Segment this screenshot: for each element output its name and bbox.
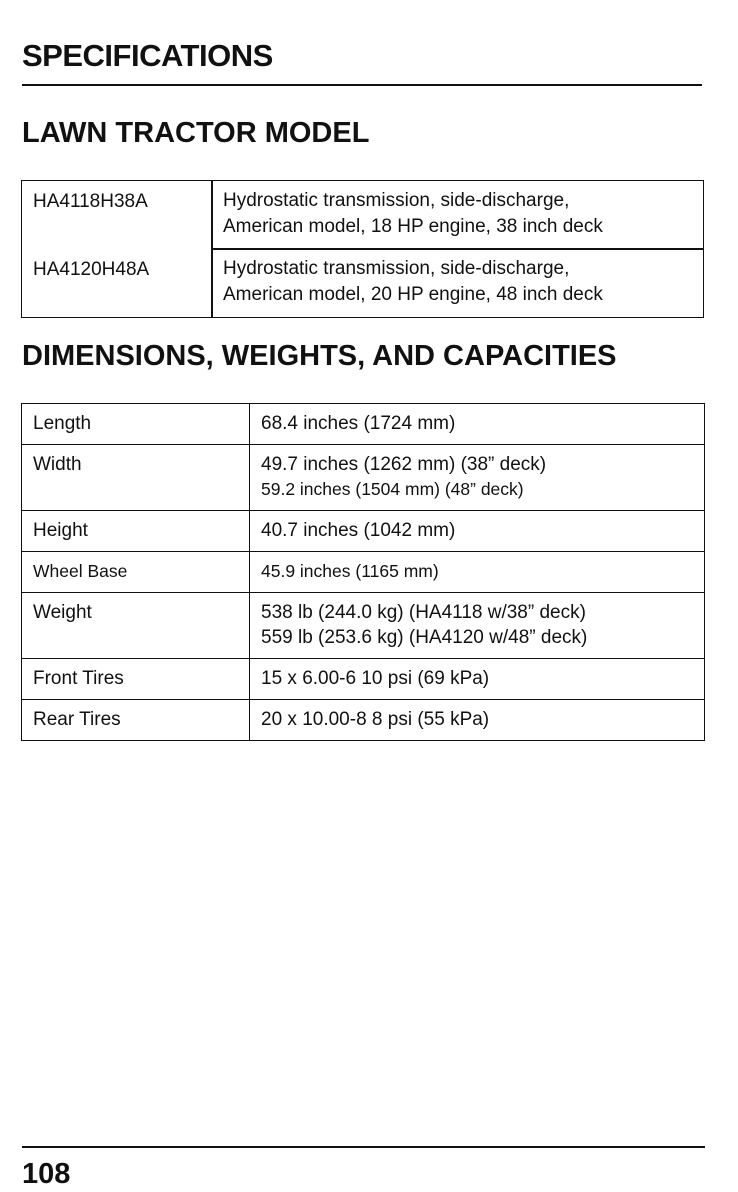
row-label: Wheel Base — [22, 552, 250, 593]
footer-rule — [22, 1146, 705, 1148]
row-label: Length — [22, 404, 250, 445]
row-value — [250, 659, 705, 700]
row-value — [250, 593, 705, 659]
row-label: Width — [22, 445, 250, 511]
value-line: 559 lb (253.6 kg) (HA4120 w/48” deck) — [261, 627, 588, 648]
section-heading-models: LAWN TRACTOR MODEL — [22, 117, 370, 149]
row-value — [250, 445, 705, 511]
model-description-line: American model, 20 HP engine, 48 inch deck — [223, 284, 603, 305]
page-number: 108 — [22, 1158, 71, 1190]
model-description — [223, 188, 603, 240]
row-value — [250, 511, 705, 552]
model-description-line: Hydrostatic transmission, side-discharge, — [223, 190, 570, 211]
value-line: 49.7 inches (1262 mm) (38” deck) — [261, 454, 547, 475]
value-line: 68.4 inches (1724 mm) — [261, 413, 456, 434]
models-table — [21, 180, 704, 318]
row-label: Front Tires — [22, 659, 250, 700]
model-description-line: Hydrostatic transmission, side-discharge, — [223, 258, 570, 279]
value-line: 538 lb (244.0 kg) (HA4118 w/38” deck) — [261, 602, 586, 623]
value-line: 40.7 inches (1042 mm) — [261, 520, 456, 541]
section-heading-dimensions: DIMENSIONS, WEIGHTS, AND CAPACITIES — [22, 340, 617, 372]
table-row — [22, 659, 705, 700]
model-code: HA4120H48A — [33, 259, 150, 280]
model-description — [223, 256, 603, 308]
table-row — [22, 404, 705, 445]
row-label: Height — [22, 511, 250, 552]
table-row — [22, 552, 705, 593]
dimensions-table — [21, 403, 705, 741]
value-line: 59.2 inches (1504 mm) (48” deck) — [261, 479, 524, 499]
table-row — [22, 511, 705, 552]
page-title: SPECIFICATIONS — [22, 38, 273, 73]
row-value — [250, 552, 705, 593]
table-row — [22, 700, 705, 741]
title-rule — [22, 84, 702, 86]
value-line: 20 x 10.00-8 8 psi (55 kPa) — [261, 709, 490, 730]
row-label: Rear Tires — [22, 700, 250, 741]
value-line: 45.9 inches (1165 mm) — [261, 561, 439, 581]
row-value — [250, 700, 705, 741]
table-row — [22, 593, 705, 659]
table-row — [22, 445, 705, 511]
models-row-divider — [211, 248, 703, 250]
row-value — [250, 404, 705, 445]
value-line: 15 x 6.00-6 10 psi (69 kPa) — [261, 668, 490, 689]
model-description-line: American model, 18 HP engine, 38 inch deck — [223, 216, 603, 237]
row-label: Weight — [22, 593, 250, 659]
model-code: HA4118H38A — [33, 191, 148, 212]
